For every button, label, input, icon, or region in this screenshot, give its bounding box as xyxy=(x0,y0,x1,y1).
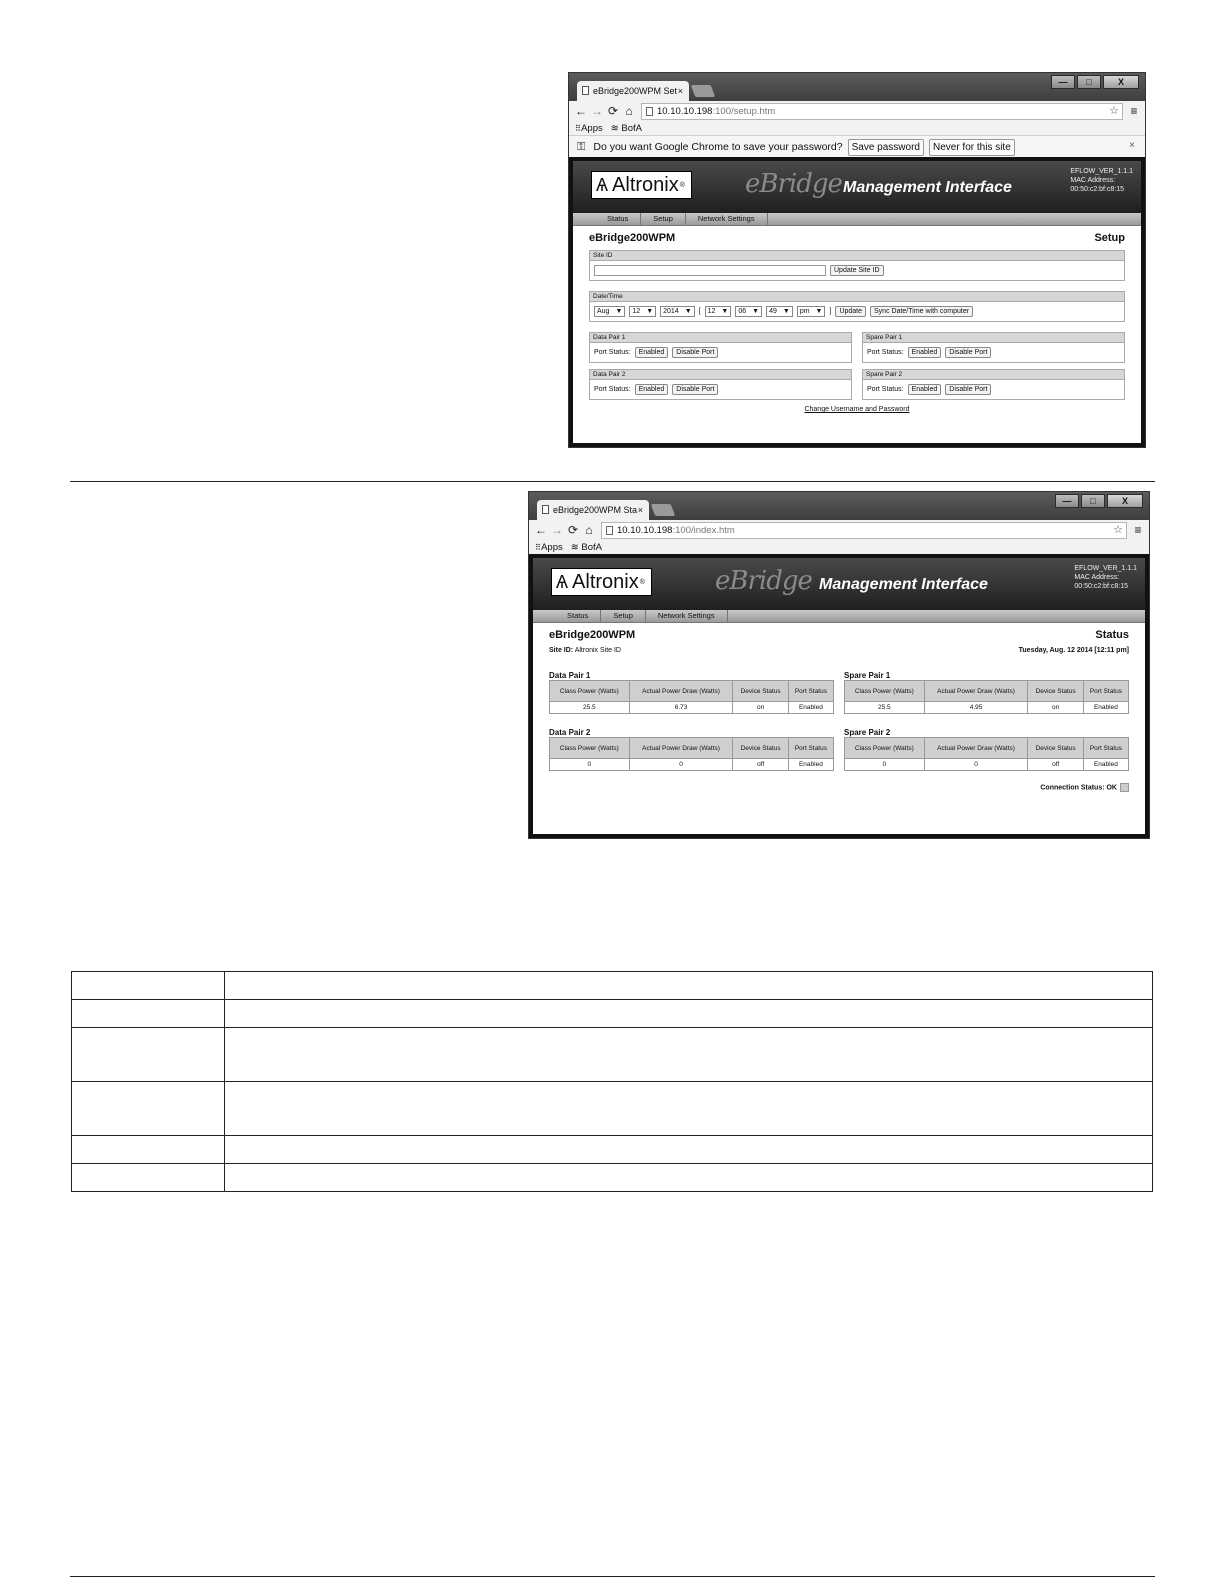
column-header: Actual Power Draw (Watts) xyxy=(924,738,1028,759)
port-status-cell: Enabled xyxy=(1083,759,1128,771)
ebridge-brand: eBridge xyxy=(715,566,812,596)
page-title-row xyxy=(549,627,1129,647)
connection-status: Connection Status: OK xyxy=(549,783,1129,792)
column-header: Actual Power Draw (Watts) xyxy=(629,738,733,759)
actual-draw-cell: 6.73 xyxy=(629,702,733,714)
url-host: 10.10.10.198 xyxy=(617,524,673,536)
bookmark-apps[interactable]: ⠿ Apps xyxy=(575,122,603,134)
table-row xyxy=(845,759,1129,771)
close-window-button[interactable]: X xyxy=(1103,75,1139,89)
disable-port-button[interactable]: Disable Port xyxy=(672,347,718,358)
mac-label: MAC Address: xyxy=(1074,574,1120,581)
dropdown-arrow-icon: ▼ xyxy=(721,308,729,315)
dropdown-arrow-icon: ▼ xyxy=(815,308,823,315)
version-info xyxy=(1070,167,1133,194)
column-header: Device Status xyxy=(1028,738,1083,759)
menu-icon[interactable]: ≡ xyxy=(1134,523,1142,537)
month-select[interactable]: Aug ▼ xyxy=(594,306,625,317)
wifi-icon: ≋ xyxy=(610,122,622,134)
port-enabled-indicator: Enabled xyxy=(908,384,942,395)
nav-setup[interactable]: Setup xyxy=(641,213,686,225)
day-select[interactable]: 12 ▼ xyxy=(629,306,656,317)
dropdown-arrow-icon: ▼ xyxy=(684,308,692,315)
browser-tab[interactable] xyxy=(577,81,689,101)
interface-title: Management Interface xyxy=(819,576,988,593)
class-power-cell: 25.5 xyxy=(845,702,925,714)
panel-heading: Data Pair 2 xyxy=(590,370,851,380)
site-id-input[interactable] xyxy=(594,265,826,276)
spare-pair-1-panel xyxy=(862,332,1125,363)
class-power-cell: 0 xyxy=(550,759,630,771)
disable-port-button[interactable]: Disable Port xyxy=(672,384,718,395)
dropdown-arrow-icon: ▼ xyxy=(752,308,760,315)
table-row xyxy=(72,1082,1153,1136)
close-window-button[interactable]: X xyxy=(1107,494,1143,508)
home-icon[interactable]: ⌂ xyxy=(585,523,593,537)
table-row xyxy=(72,1028,1153,1082)
disable-port-button[interactable]: Disable Port xyxy=(945,347,991,358)
column-header: Device Status xyxy=(733,681,788,702)
nav-setup[interactable]: Setup xyxy=(601,610,646,622)
altronix-logo-icon: Ѧ xyxy=(556,571,569,592)
nav-status[interactable]: Status xyxy=(595,213,641,225)
altronix-logo: Ѧ Altronix ® xyxy=(591,171,692,199)
new-tab-button[interactable] xyxy=(691,85,715,97)
bookmarks-bar xyxy=(569,121,1145,136)
wifi-icon: ≋ xyxy=(570,541,582,553)
nav-bar xyxy=(533,610,1145,623)
minimize-button[interactable]: — xyxy=(1051,75,1075,89)
pair-status-table xyxy=(549,680,834,714)
port-row-2 xyxy=(589,369,1125,400)
close-infobar-icon[interactable]: × xyxy=(1129,140,1135,151)
close-tab-icon[interactable]: × xyxy=(637,505,643,515)
pair-status-table xyxy=(549,737,834,771)
header-banner xyxy=(573,161,1141,213)
port-enabled-indicator: Enabled xyxy=(635,384,669,395)
forward-icon[interactable]: → xyxy=(551,523,563,537)
nav-status[interactable]: Status xyxy=(555,610,601,622)
apps-grid-icon: ⠿ xyxy=(575,123,582,133)
address-bar[interactable] xyxy=(641,103,1123,120)
ebridge-brand: eBridge xyxy=(745,169,842,199)
tab-strip xyxy=(569,73,1145,101)
hour-select[interactable]: 12 ▼ xyxy=(705,306,732,317)
browser-toolbar xyxy=(529,520,1149,540)
url-path: :100/setup.htm xyxy=(712,105,776,117)
page-bottom-rule xyxy=(70,1576,1155,1577)
panel-heading: Data Pair 1 xyxy=(590,333,851,343)
pair-tables-row-2 xyxy=(549,726,1129,783)
port-status-label: Port Status: xyxy=(867,386,904,393)
column-header: Class Power (Watts) xyxy=(550,681,630,702)
column-header: Actual Power Draw (Watts) xyxy=(924,681,1028,702)
site-id-row xyxy=(549,647,1129,669)
window-controls xyxy=(1051,75,1139,89)
nav-network-settings[interactable]: Network Settings xyxy=(646,610,728,622)
never-for-this-site-button[interactable]: Never for this site xyxy=(929,139,1015,156)
device-status-cell: on xyxy=(1028,702,1083,714)
tab-title: eBridge200WPM Sta xyxy=(553,505,638,515)
class-power-cell: 0 xyxy=(845,759,925,771)
actual-draw-cell: 0 xyxy=(629,759,733,771)
pair-title: Data Pair 2 xyxy=(549,728,591,737)
pair-title: Data Pair 1 xyxy=(549,671,591,680)
panel-heading: Site ID xyxy=(590,251,1124,261)
column-header: Port Status xyxy=(788,681,833,702)
column-header: Device Status xyxy=(1028,681,1083,702)
site-id-panel xyxy=(589,250,1125,281)
address-bar[interactable] xyxy=(601,522,1127,539)
bookmark-apps[interactable]: ⠿ Apps xyxy=(535,541,563,553)
spare-pair-2-panel xyxy=(862,369,1125,400)
column-header: Port Status xyxy=(1083,681,1128,702)
bookmark-star-icon[interactable]: ☆ xyxy=(1109,104,1119,117)
pair-title: Spare Pair 2 xyxy=(844,728,891,737)
column-header: Port Status xyxy=(788,738,833,759)
bookmark-bofa[interactable]: ≋ BofA xyxy=(610,122,642,134)
table-row xyxy=(845,702,1129,714)
class-power-cell: 25.5 xyxy=(550,702,630,714)
version-info xyxy=(1074,564,1137,591)
page-icon xyxy=(582,86,589,95)
save-password-button[interactable]: Save password xyxy=(848,139,924,156)
maximize-button[interactable]: □ xyxy=(1077,75,1101,89)
port-row-1 xyxy=(589,332,1125,363)
year-select[interactable]: 2014 ▼ xyxy=(660,306,695,317)
url-host: 10.10.10.198 xyxy=(657,105,713,117)
mac-label: MAC Address: xyxy=(1070,177,1116,184)
altronix-logo-icon: Ѧ xyxy=(596,174,609,195)
panel-heading: Date/Time xyxy=(590,292,1124,302)
nav-bar xyxy=(573,213,1141,226)
reload-icon[interactable]: ⟳ xyxy=(567,523,579,537)
browser-toolbar xyxy=(569,101,1145,121)
window-controls xyxy=(1055,494,1143,508)
actual-draw-cell: 0 xyxy=(924,759,1028,771)
close-tab-icon[interactable]: × xyxy=(677,86,683,96)
back-icon[interactable]: ← xyxy=(575,104,587,118)
table-row xyxy=(72,1136,1153,1164)
nav-network-settings[interactable]: Network Settings xyxy=(686,213,768,225)
document-table xyxy=(71,971,1153,1192)
dropdown-arrow-icon: ▼ xyxy=(646,308,654,315)
date-time-panel: Date/Time Aug ▼ 12 ▼ 2014 ▼ [ 12 ▼ 06 ▼ 49 ▼ pm ▼ ] Update Sync Date/Time with computer xyxy=(589,291,1125,322)
panel-heading: Spare Pair 2 xyxy=(863,370,1124,380)
column-header: Class Power (Watts) xyxy=(550,738,630,759)
update-site-id-button[interactable]: Update Site ID xyxy=(830,265,884,276)
port-enabled-indicator: Enabled xyxy=(635,347,669,358)
save-password-infobar xyxy=(569,136,1145,159)
data-pair-2-panel xyxy=(589,369,852,400)
maximize-button[interactable]: □ xyxy=(1081,494,1105,508)
change-credentials-link[interactable]: Change Username and Password xyxy=(804,406,910,413)
sync-datetime-button[interactable]: Sync Date/Time with computer xyxy=(870,306,973,317)
actual-draw-cell: 4.95 xyxy=(924,702,1028,714)
port-enabled-indicator: Enabled xyxy=(908,347,942,358)
dropdown-arrow-icon: ▼ xyxy=(782,308,790,315)
device-datetime: Tuesday, Aug. 12 2014 [12:11 pm] xyxy=(1018,647,1129,654)
minute-select[interactable]: 06 ▼ xyxy=(735,306,762,317)
pair-title: Spare Pair 1 xyxy=(844,671,891,680)
infobar-message: Do you want Google Chrome to save your password? xyxy=(593,141,843,153)
page-icon xyxy=(646,107,653,116)
firmware-version: EFLOW_VER_1.1.1 xyxy=(1070,168,1133,175)
port-status-cell: Enabled xyxy=(1083,702,1128,714)
reload-icon[interactable]: ⟳ xyxy=(607,104,619,118)
site-id-label: Site ID: xyxy=(549,647,574,654)
data-pair-1-panel xyxy=(589,332,852,363)
table-row xyxy=(72,972,1153,1000)
panel-heading: Spare Pair 1 xyxy=(863,333,1124,343)
minimize-button[interactable]: — xyxy=(1055,494,1079,508)
dropdown-arrow-icon: ▼ xyxy=(615,308,623,315)
bookmark-bofa[interactable]: ≋ BofA xyxy=(570,541,602,553)
ampm-select[interactable]: pm ▼ xyxy=(797,306,826,317)
table-row xyxy=(550,759,834,771)
bookmark-star-icon[interactable]: ☆ xyxy=(1113,523,1123,536)
status-browser-window xyxy=(528,491,1150,839)
firmware-version: EFLOW_VER_1.1.1 xyxy=(1074,565,1137,572)
connection-led-icon xyxy=(1120,783,1129,792)
status-page xyxy=(529,554,1149,838)
device-name: eBridge200WPM xyxy=(549,629,636,641)
mac-address: 00:50:c2:bf:c8:15 xyxy=(1070,186,1125,193)
apps-grid-icon: ⠿ xyxy=(535,542,542,552)
setup-browser-window xyxy=(568,72,1146,448)
mac-address: 00:50:c2:bf:c8:15 xyxy=(1074,583,1129,590)
interface-title: Management Interface xyxy=(843,179,1012,196)
pair-status-table xyxy=(844,680,1129,714)
forward-icon[interactable]: → xyxy=(591,104,603,118)
update-datetime-button[interactable]: Update xyxy=(835,306,866,317)
pair-tables-row-1 xyxy=(549,669,1129,726)
table-row xyxy=(550,702,834,714)
header-banner xyxy=(533,558,1145,610)
pair-status-table xyxy=(844,737,1129,771)
site-id-value: Altronix Site ID xyxy=(574,647,621,654)
port-status-cell: Enabled xyxy=(788,759,833,771)
menu-icon[interactable]: ≡ xyxy=(1130,104,1138,118)
column-header: Class Power (Watts) xyxy=(845,681,925,702)
new-tab-button[interactable] xyxy=(651,504,675,516)
port-status-label: Port Status: xyxy=(594,349,631,356)
altronix-logo: Ѧ Altronix ® xyxy=(551,568,652,596)
home-icon[interactable]: ⌂ xyxy=(625,104,633,118)
port-status-label: Port Status: xyxy=(594,386,631,393)
column-header: Port Status xyxy=(1083,738,1128,759)
device-status-cell: off xyxy=(1028,759,1083,771)
setup-page xyxy=(569,157,1145,447)
bookmarks-bar xyxy=(529,540,1149,555)
column-header: Actual Power Draw (Watts) xyxy=(629,681,733,702)
back-icon[interactable]: ← xyxy=(535,523,547,537)
page-icon xyxy=(542,505,549,514)
page-title: Status xyxy=(1095,629,1129,641)
page-icon xyxy=(606,526,613,535)
disable-port-button[interactable]: Disable Port xyxy=(945,384,991,395)
page-title: Setup xyxy=(1094,232,1125,244)
section-divider xyxy=(70,481,1155,482)
column-header: Device Status xyxy=(733,738,788,759)
browser-tab[interactable] xyxy=(537,500,649,520)
second-select[interactable]: 49 ▼ xyxy=(766,306,793,317)
tab-title: eBridge200WPM Set xyxy=(593,86,678,96)
url-path: :100/index.htm xyxy=(672,524,735,536)
device-name: eBridge200WPM xyxy=(589,232,676,244)
port-status-label: Port Status: xyxy=(867,349,904,356)
table-row xyxy=(72,1164,1153,1192)
column-header: Class Power (Watts) xyxy=(845,738,925,759)
table-row xyxy=(72,1000,1153,1028)
page-title-row xyxy=(589,230,1125,250)
port-status-cell: Enabled xyxy=(788,702,833,714)
key-icon: ⚿ xyxy=(577,140,586,153)
device-status-cell: off xyxy=(733,759,788,771)
device-status-cell: on xyxy=(733,702,788,714)
tab-strip xyxy=(529,492,1149,520)
